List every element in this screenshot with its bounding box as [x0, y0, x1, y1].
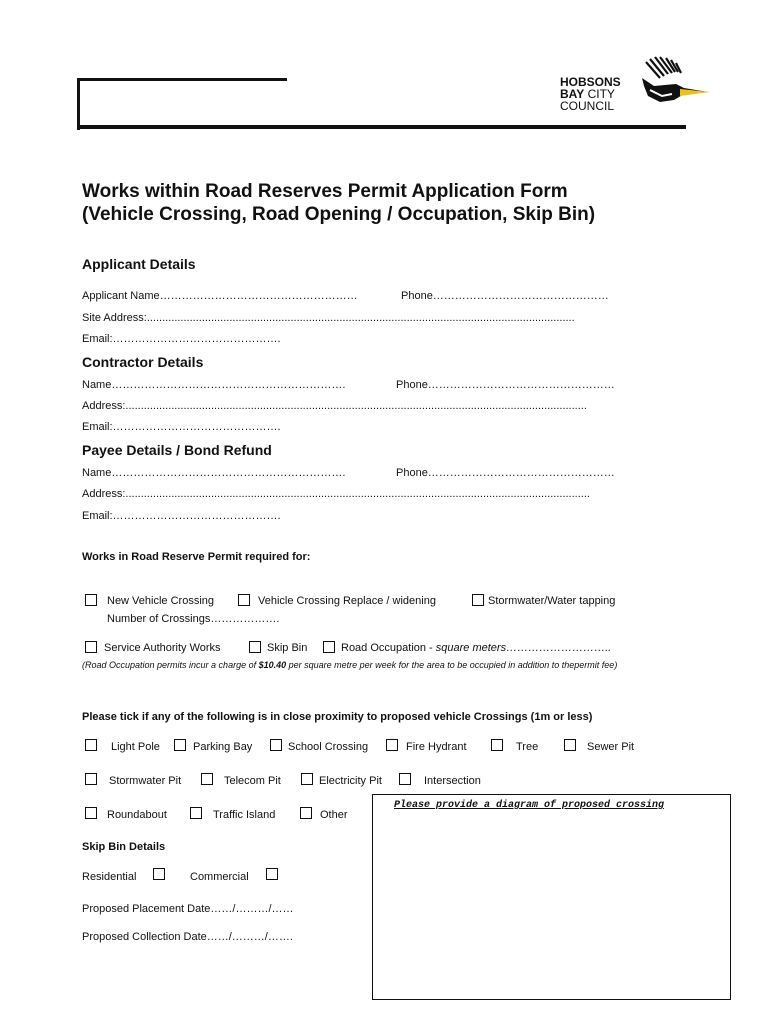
note-prefix: (Road Occupation permits incur a charge of — [82, 660, 259, 670]
square-meters-field[interactable]: square meters……………………….. — [435, 642, 612, 654]
service-authority-checkbox[interactable] — [85, 641, 97, 653]
roundabout-checkbox[interactable] — [85, 807, 97, 819]
header-rule — [77, 125, 686, 129]
diagram-caption: Please provide a diagram of proposed crossing — [394, 800, 665, 811]
road-occupation-note — [82, 660, 712, 671]
stormwater-pit-label: Stormwater Pit — [109, 775, 182, 787]
placement-date-field[interactable]: Proposed Placement Date……/………/…… — [82, 903, 294, 915]
other-label: Other — [320, 809, 348, 821]
service-authority-label: Service Authority Works — [104, 642, 221, 654]
contractor-address-field[interactable]: Address:....................................................................................................................................................... — [82, 400, 587, 412]
new-vehicle-crossing-label: New Vehicle Crossing — [107, 595, 214, 607]
stormwater-tapping-checkbox[interactable] — [472, 594, 484, 606]
logo-line-2-bold: BAY — [560, 87, 585, 101]
logo-line-2-rest: CITY — [587, 87, 615, 101]
sewer-pit-label: Sewer Pit — [587, 741, 635, 753]
contractor-heading: Contractor Details — [82, 354, 204, 370]
payee-phone-field[interactable]: Phone…………………………………………… — [396, 467, 615, 479]
roundabout-label: Roundabout — [107, 809, 167, 821]
residential-label: Residential — [82, 871, 137, 883]
traffic-island-checkbox[interactable] — [190, 807, 202, 819]
parking-bay-label: Parking Bay — [193, 741, 253, 753]
fire-hydrant-checkbox[interactable] — [386, 739, 398, 751]
crossing-replace-checkbox[interactable] — [238, 594, 250, 606]
traffic-island-label: Traffic Island — [213, 809, 276, 821]
road-occupation-text: Road Occupation - — [341, 642, 436, 654]
form-title-line-1: Works within Road Reserves Permit Application Form — [82, 181, 568, 202]
commercial-checkbox[interactable] — [266, 868, 278, 880]
electricity-pit-label: Electricity Pit — [319, 775, 382, 787]
other-checkbox[interactable] — [300, 807, 312, 819]
school-crossing-checkbox[interactable] — [270, 739, 282, 751]
stormwater-pit-checkbox[interactable] — [85, 773, 97, 785]
crossing-diagram-area[interactable] — [372, 794, 731, 1000]
contractor-phone-field[interactable]: Phone…………………………………………… — [396, 379, 615, 391]
sewer-pit-checkbox[interactable] — [564, 739, 576, 751]
number-of-crossings-field[interactable]: Number of Crossings………………. — [107, 613, 280, 625]
payee-heading: Payee Details / Bond Refund — [82, 442, 272, 458]
skip-bin-heading: Skip Bin Details — [82, 841, 166, 853]
applicant-phone-field[interactable]: Phone………………………………………… — [401, 290, 609, 302]
fire-hydrant-label: Fire Hydrant — [406, 741, 467, 753]
commercial-label: Commercial — [190, 871, 249, 883]
contractor-name-field[interactable]: Name………………………………………………………. — [82, 379, 346, 391]
council-logo-icon — [640, 56, 712, 112]
electricity-pit-checkbox[interactable] — [301, 773, 313, 785]
logo-line-1: HOBSONS — [560, 75, 621, 89]
proximity-heading: Please tick if any of the following is in close proximity to proposed vehicle Crossings (1m or less) — [82, 711, 593, 723]
intersection-checkbox[interactable] — [399, 773, 411, 785]
tree-label: Tree — [516, 741, 539, 753]
site-address-field[interactable]: Site Address:............................................................................................................................................ — [82, 312, 575, 324]
tree-checkbox[interactable] — [491, 739, 503, 751]
light-pole-checkbox[interactable] — [85, 739, 97, 751]
new-vehicle-crossing-checkbox[interactable] — [85, 594, 97, 606]
road-occupation-checkbox[interactable] — [323, 641, 335, 653]
applicant-heading: Applicant Details — [82, 256, 196, 272]
applicant-name-field[interactable]: Applicant Name……………………………………………… — [82, 290, 358, 302]
works-heading: Works in Road Reserve Permit required for: — [82, 551, 311, 563]
header-frame-top — [77, 78, 287, 81]
crossing-replace-label: Vehicle Crossing Replace / widening — [258, 595, 436, 607]
skip-bin-label: Skip Bin — [267, 642, 308, 654]
collection-date-field[interactable]: Proposed Collection Date……/………/……. — [82, 931, 293, 943]
note-suffix: per square metre per week for the area to be occupied in addition to thepermit fee) — [286, 660, 618, 670]
light-pole-label: Light Pole — [111, 741, 160, 753]
payee-address-field[interactable]: Address:........................................................................................................................................................ — [82, 488, 590, 500]
residential-checkbox[interactable] — [153, 868, 165, 880]
telecom-pit-label: Telecom Pit — [224, 775, 281, 787]
telecom-pit-checkbox[interactable] — [201, 773, 213, 785]
road-occupation-label — [341, 642, 611, 654]
skip-bin-checkbox[interactable] — [249, 641, 261, 653]
form-title-line-2: (Vehicle Crossing, Road Opening / Occupation, Skip Bin) — [82, 204, 596, 225]
applicant-email-field[interactable]: Email:………………………………………. — [82, 333, 281, 345]
council-logo-text — [560, 76, 621, 112]
note-fee: $10.40 — [258, 660, 287, 670]
payee-name-field[interactable]: Name………………………………………………………. — [82, 467, 346, 479]
contractor-email-field[interactable]: Email:………………………………………. — [82, 421, 281, 433]
intersection-label: Intersection — [424, 775, 481, 787]
school-crossing-label: School Crossing — [288, 741, 369, 753]
payee-email-field[interactable]: Email:………………………………………. — [82, 510, 281, 522]
logo-line-3: COUNCIL — [560, 99, 615, 113]
stormwater-tapping-label: Stormwater/Water tapping — [488, 595, 616, 607]
parking-bay-checkbox[interactable] — [174, 739, 186, 751]
header-frame-left — [77, 78, 80, 130]
